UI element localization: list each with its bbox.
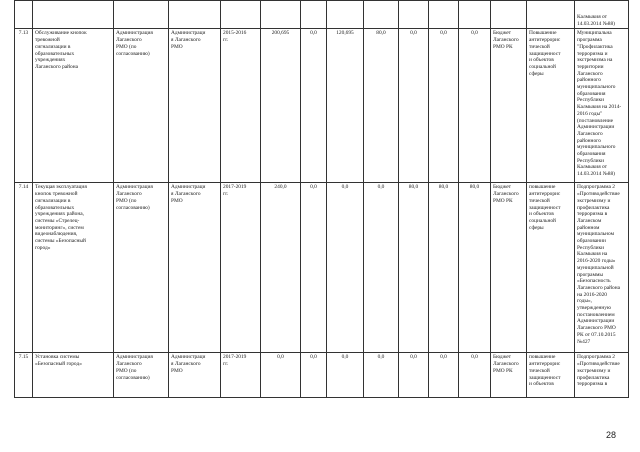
empty-cell bbox=[527, 1, 575, 29]
cell-expected-result: повышение антитеррорис тической защищенност и объектов bbox=[527, 353, 575, 398]
table-row bbox=[15, 353, 629, 398]
cell-total: 240,0 bbox=[261, 183, 301, 353]
page-number: 28 bbox=[606, 430, 617, 440]
cell-value: 120,695 bbox=[327, 29, 364, 183]
cell-expected-result: повышение антитеррорис тической защищенност и объектов социальной сферы bbox=[527, 183, 575, 353]
empty-cell bbox=[221, 1, 261, 29]
cell-period: 2017-2019 гг. bbox=[221, 183, 261, 353]
table-row bbox=[15, 29, 629, 183]
cell-funding-source: Бюджет Лаганского РМО РК bbox=[491, 29, 527, 183]
document-page bbox=[14, 0, 628, 398]
cell-funding-source: Бюджет Лаганского РМО РК bbox=[491, 353, 527, 398]
cell-value: 80,0 bbox=[429, 183, 459, 353]
cell-period: 2015-2016 гг. bbox=[221, 29, 261, 183]
cell-executor: Администрация Лаганского РМО (по согласованию) bbox=[114, 29, 169, 183]
cell-value: 0,0 bbox=[429, 29, 459, 183]
cell-value: 0,0 bbox=[429, 353, 459, 398]
empty-cell bbox=[261, 1, 301, 29]
cell-value: 0,0 bbox=[301, 353, 327, 398]
cell-value: 0,0 bbox=[459, 353, 491, 398]
cell-value: 0,0 bbox=[301, 29, 327, 183]
cell-customer: Администраци я Лаганского РМО bbox=[169, 183, 221, 353]
cell-value: 80,0 bbox=[399, 183, 429, 353]
measures-table bbox=[14, 0, 629, 398]
empty-cell bbox=[459, 1, 491, 29]
empty-cell bbox=[327, 1, 364, 29]
empty-cell bbox=[364, 1, 399, 29]
cell-executor: Администрация Лаганского РМО (по согласованию) bbox=[114, 353, 169, 398]
cell-value: 0,0 bbox=[399, 29, 429, 183]
cell-number: 7.14 bbox=[15, 183, 33, 353]
cell-measure-name: Обслуживание кнопок тревожной сигнализации в образовательных учреждениях Лаганского района bbox=[33, 29, 114, 183]
cell-expected-result: Повышение антитеррорис тической защищенност и объектов социальной сферы bbox=[527, 29, 575, 183]
table-row-continuation bbox=[15, 1, 629, 29]
cell-measure-name: Установка системы «Безопасный город» bbox=[33, 353, 114, 398]
table-row bbox=[15, 183, 629, 353]
empty-cell bbox=[399, 1, 429, 29]
cell-number: 7.15 bbox=[15, 353, 33, 398]
cell-basis: Подпрограмма 2 «Противодействие экстремизму и профилактика терроризма в bbox=[575, 353, 629, 398]
empty-cell bbox=[491, 1, 527, 29]
cell-funding-source: Бюджет Лаганского РМО РК bbox=[491, 183, 527, 353]
cell-value: 80,0 bbox=[459, 183, 491, 353]
cell-value: 0,0 bbox=[327, 353, 364, 398]
empty-cell bbox=[15, 1, 33, 29]
cell-customer: Администраци я Лаганского РМО bbox=[169, 29, 221, 183]
cell-basis: Калмыкия от 14.03.2014 №88) bbox=[575, 1, 629, 29]
empty-cell bbox=[429, 1, 459, 29]
cell-value: 80,0 bbox=[364, 29, 399, 183]
cell-basis: Муниципальна программа "Профилактика терроризма и экстремизма на территории Лаганского районного муниципального образования Республики Калмыкия на 2014- 2016 годы" (постановление Администрации Лаганского районного муниципального образования Республики Калмыкия от 14.03.2014 №88) bbox=[575, 29, 629, 183]
cell-executor: Администрация Лаганского РМО (по согласованию) bbox=[114, 183, 169, 353]
cell-basis: Подпрограмма 2 «Противодействие экстремизму и профилактика терроризма в Лаганском районном муниципальном образовании Республики Калмыкия на 2016-2020 годы» муниципальной программы «Безопасность Лаганского района на 2016-2020 годы», утвержденную постановлением Администрации Лаганского РМО РК от 07.10.2015 №427 bbox=[575, 183, 629, 353]
empty-cell bbox=[33, 1, 114, 29]
cell-value: 0,0 bbox=[364, 183, 399, 353]
cell-value: 0,0 bbox=[301, 183, 327, 353]
cell-number: 7.13 bbox=[15, 29, 33, 183]
empty-cell bbox=[114, 1, 169, 29]
empty-cell bbox=[301, 1, 327, 29]
cell-total: 200,695 bbox=[261, 29, 301, 183]
cell-customer: Администраци я Лаганского РМО bbox=[169, 353, 221, 398]
cell-period: 2017-2019 гг. bbox=[221, 353, 261, 398]
cell-value: 0,0 bbox=[459, 29, 491, 183]
cell-value: 0,0 bbox=[327, 183, 364, 353]
cell-value: 0,0 bbox=[364, 353, 399, 398]
cell-total: 0,0 bbox=[261, 353, 301, 398]
empty-cell bbox=[169, 1, 221, 29]
cell-value: 0,0 bbox=[399, 353, 429, 398]
cell-measure-name: Текущая эксплуатация кнопок тревожной сигнализации в образовательных учреждениях района, системы «Стрелец- мониторинг», систем видеонаблюдения, системы «Безопасный город» bbox=[33, 183, 114, 353]
